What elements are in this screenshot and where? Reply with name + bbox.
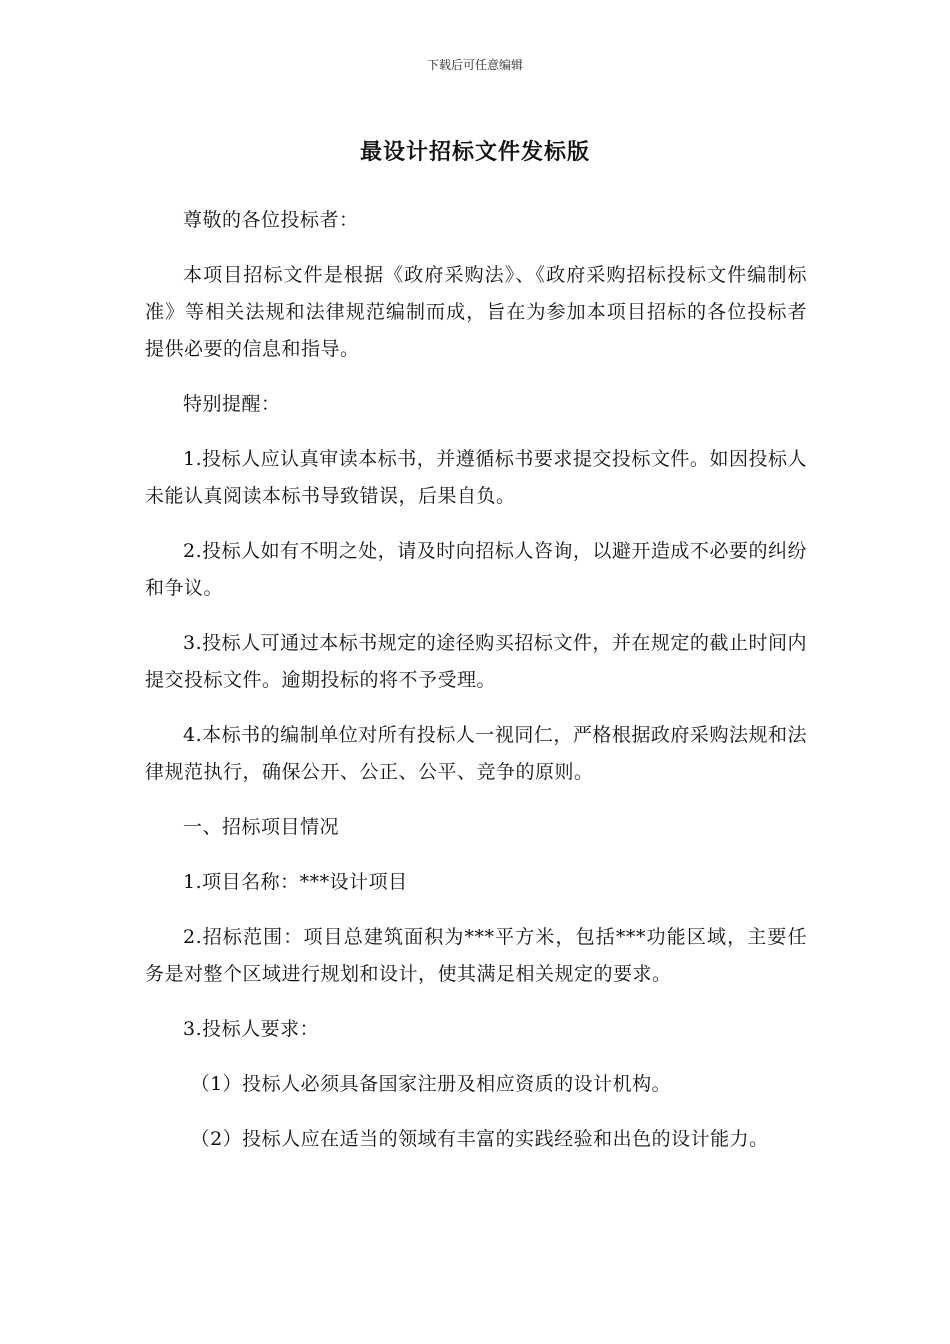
reminder-item-4: 4.本标书的编制单位对所有投标人一视同仁，严格根据政府采购法规和法律规范执行，确保公开、公正、公平、竞争的原则。 <box>145 724 807 783</box>
document-body <box>145 202 807 1176</box>
bidder-requirements-item: 3.投标人要求： <box>183 1018 320 1040</box>
page-header-note: 下载后可任意编辑 <box>426 58 523 72</box>
requirement-sub-item-1: （1）投标人必须具备国家注册及相应资质的设计机构。 <box>190 1073 672 1095</box>
reminder-item-2: 2.投标人如有不明之处，请及时向招标人咨询，以避开造成不必要的纠纷和争议。 <box>145 540 807 599</box>
reminder-item-1: 1.投标人应认真审读本标书，并遵循标书要求提交投标文件。如因投标人未能认真阅读本标书导致错误，后果自负。 <box>145 448 807 507</box>
bid-scope-item: 2.招标范围：项目总建筑面积为***平方米，包括***功能区域，主要任务是对整个区域进行规划和设计，使其满足相关规定的要求。 <box>145 926 807 985</box>
project-name-item: 1.项目名称：***设计项目 <box>183 871 408 893</box>
section-heading-project-info: 一、招标项目情况 <box>183 816 340 838</box>
intro-paragraph: 本项目招标文件是根据《政府采购法》、《政府采购招标投标文件编制标准》等相关法规和法律规范编制而成，旨在为参加本项目招标的各位投标者提供必要的信息和指导。 <box>145 264 807 360</box>
document-title: 最设计招标文件发标版 <box>359 140 590 165</box>
salutation: 尊敬的各位投标者： <box>183 209 359 231</box>
special-reminder-heading: 特别提醒： <box>183 393 281 415</box>
requirement-sub-item-2: （2）投标人应在适当的领域有丰富的实践经验和出色的设计能力。 <box>190 1128 769 1150</box>
reminder-item-3: 3.投标人可通过本标书规定的途径购买招标文件，并在规定的截止时间内提交投标文件。逾期投标的将不予受理。 <box>145 632 807 691</box>
